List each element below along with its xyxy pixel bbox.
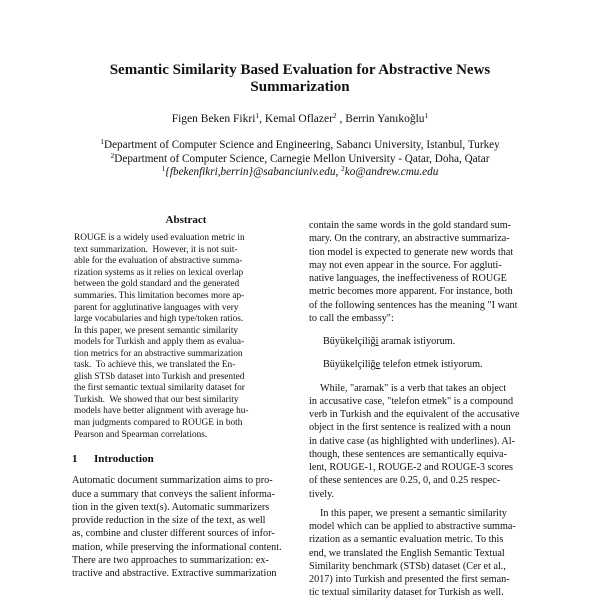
- text-line: rization systems as it relies on lexical overlap: [74, 267, 244, 278]
- example-rest: telefon etmek istiyorum.: [380, 359, 483, 371]
- text-line: able for the evaluation of abstractive summa-: [74, 256, 243, 267]
- text-line: Similarity benchmark (STSb) dataset (Cer et al.,: [309, 560, 506, 572]
- text-line: metric becomes more apparent. For instance, both: [309, 286, 513, 298]
- email-separator: ,: [335, 166, 342, 178]
- section-title: Introduction: [94, 453, 154, 466]
- text-line: object in the first sentence is realized with a noun: [309, 422, 511, 434]
- text-line: verb in Turkish and the equivalent of the accusative: [309, 409, 520, 420]
- text-line: tion model is expected to generate new words that: [309, 246, 514, 258]
- text-line: Pearson and Spearman correlations.: [74, 429, 208, 440]
- text-line: text summarization. However, it is not suit-: [74, 244, 238, 255]
- text-line: to call the embassy":: [309, 312, 394, 324]
- text-line: rization as a semantic evaluation metric. To this: [309, 534, 504, 546]
- abstract-heading: Abstract: [165, 214, 207, 226]
- text-line: though, these sentences are semantically equiva-: [309, 448, 508, 460]
- text-line: contain the same words in the gold standard sum-: [309, 220, 512, 231]
- affiliation-mark: 2: [110, 150, 115, 160]
- affiliation-text: Department of Computer Science, Carnegie Mellon University - Qatar, Doha, Qatar: [114, 152, 490, 165]
- author-affil-mark: 1: [255, 111, 260, 120]
- affiliation-mark: 1: [100, 137, 105, 146]
- text-line: Turkish. We showed that our best similarity: [74, 394, 239, 405]
- text-line: tion in the given text(s). Automatic summarizers: [72, 501, 270, 513]
- author-name: Figen Beken Fikri: [171, 113, 256, 125]
- text-line: mary. On the contrary, an abstractive summariza-: [309, 233, 510, 245]
- affiliation-text: Department of Computer Science and Engineering, Sabancı University, Istanbul, Turkey: [104, 139, 500, 151]
- text-line: Automatic document summarization aims to pro-: [72, 475, 273, 487]
- text-line: of these sentences are 0.25, 0, and 0.25 respec-: [309, 475, 501, 487]
- example-sentence-1: [323, 335, 537, 348]
- text-line: between the gold standard and the generated: [74, 279, 240, 290]
- example-sentence-2: [323, 358, 537, 371]
- text-line: in dative case (as highlighted with underlines). Al-: [309, 435, 515, 447]
- text-line: tractive and abstractive. Extractive summarization: [72, 568, 277, 580]
- text-line: in accusative case, "telefon etmek" is a compound: [309, 395, 514, 407]
- text-line: In this paper, we present a semantic similarity: [320, 507, 507, 519]
- spacer: [309, 372, 537, 382]
- section-number: 1: [72, 453, 78, 466]
- text-line: models have better alignment with average hu-: [74, 406, 249, 417]
- author-list: [0, 112, 600, 126]
- text-line: tion metrics for an abstractive summarization: [74, 348, 243, 359]
- introduction-body: [72, 474, 300, 580]
- text-line: tively.: [309, 488, 335, 500]
- left-column: [72, 214, 300, 580]
- email-mark: 1: [161, 164, 166, 173]
- example-underlined-suffix: e: [375, 359, 381, 371]
- paragraph: [309, 507, 537, 600]
- text-line: While, "aramak" is a verb that takes an object: [320, 382, 507, 394]
- abstract-body: [74, 233, 298, 441]
- section-heading-introduction: [72, 453, 300, 466]
- paper-title: [0, 62, 600, 96]
- affiliations: [0, 139, 600, 180]
- text-line: ROUGE is a widely used evaluation metric in: [74, 233, 245, 244]
- example-rest: aramak istiyorum.: [378, 336, 456, 347]
- author-separator: ,: [259, 113, 265, 125]
- text-line: duce a summary that conveys the salient informa-: [72, 488, 275, 500]
- text-line: In this paper, we present semantic similarity: [74, 325, 239, 336]
- text-line: man judgments compared to ROUGE in both: [74, 418, 243, 428]
- text-line: mation, while preserving the informational content.: [72, 541, 282, 553]
- email-address: ko@andrew.cmu.edu: [344, 166, 439, 178]
- title-line-2: Summarization: [250, 79, 350, 95]
- paragraph: [309, 382, 537, 501]
- author-separator: ,: [339, 113, 346, 125]
- text-line: end, we translated the English Semantic Textual: [309, 547, 505, 559]
- paragraph: [309, 219, 537, 325]
- text-line: provide reduction in the size of the text, as well: [72, 515, 266, 527]
- text-line: as, combine and cluster different sources of infor-: [72, 528, 275, 540]
- author-name: Kemal Oflazer: [264, 113, 333, 125]
- text-line: task. To achieve this, we translated the En-: [74, 360, 236, 371]
- text-line: native languages, the ineffectiveness of ROUGE: [309, 273, 507, 284]
- text-line: the first semantic textual similarity dataset for: [74, 383, 245, 394]
- text-line: large vocabularies and high type/token ratios.: [74, 314, 244, 325]
- email-address: {fbekenfikri,berrin}@sabanciuniv.edu: [165, 166, 336, 178]
- author-affil-mark: 2: [332, 111, 337, 120]
- text-line: parent for agglutinative languages with very: [74, 302, 239, 313]
- email-line: [0, 166, 600, 180]
- text-line: glish STSb dataset into Turkish and presented: [74, 371, 245, 382]
- email-mark: 2: [341, 164, 345, 173]
- text-line: There are two approaches to summarization: ex-: [72, 554, 269, 566]
- text-line: 2017) into Turkish and presented the first seman-: [309, 574, 510, 585]
- text-line: model which can be applied to abstractive summa-: [309, 521, 516, 532]
- author-name: Berrin Yanıkoğlu: [345, 113, 425, 125]
- author-affil-mark: 1: [424, 111, 429, 120]
- text-line: of the following sentences has the meaning "I want: [309, 299, 518, 311]
- title-line-1: Semantic Similarity Based Evaluation for Abstractive News: [109, 62, 491, 78]
- right-column: [309, 219, 537, 600]
- affiliation-line: [0, 150, 600, 167]
- example-stem: Büyükelçiliğ: [323, 336, 376, 347]
- example-stem: Büyükelçiliğ: [323, 359, 376, 371]
- text-line: summaries. This limitation becomes more ap-: [74, 290, 245, 301]
- text-line: lent, ROUGE-1, ROUGE-2 and ROUGE-3 scores: [309, 462, 513, 473]
- text-line: tic textual similarity dataset for Turkish as well.: [309, 587, 504, 599]
- text-line: may not even appear in the source. For aggluti-: [309, 259, 502, 271]
- affiliation-line: [0, 139, 600, 153]
- example-underlined-suffix: i: [375, 336, 379, 347]
- text-line: models for Turkish and apply them as evalua-: [74, 337, 245, 348]
